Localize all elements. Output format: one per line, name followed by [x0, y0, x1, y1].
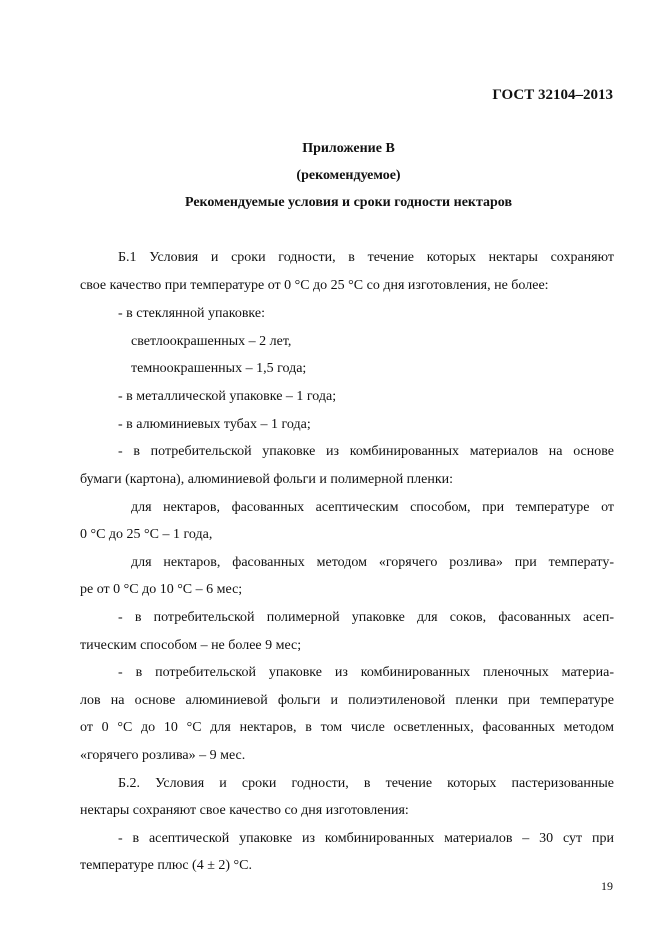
list-item: - в асептической упаковке из комбинированных материалов – 30 сут при — [118, 831, 614, 846]
appendix-title: Рекомендуемые условия и сроки годности нектаров — [184, 195, 513, 210]
standard-code: ГОСТ 32104–2013 — [492, 87, 613, 103]
appendix-status: (рекомендуемое) — [296, 168, 401, 183]
paragraph-line: Б.1 Условия и сроки годности, в течение которых нектары сохраняют — [118, 250, 614, 265]
paragraph-line: «горячего розлива» – 9 мес. — [80, 748, 246, 763]
appendix-label: Приложение В — [302, 141, 395, 156]
paragraph-line: бумаги (картона), алюминиевой фольги и полимерной пленки: — [80, 472, 454, 487]
list-item: - в металлической упаковке – 1 года; — [118, 389, 337, 404]
paragraph-line: температуре плюс (4 ± 2) °С. — [80, 858, 252, 873]
list-item: - в стеклянной упаковке: — [118, 306, 265, 321]
page-number: 19 — [601, 879, 613, 893]
paragraph-line: свое качество при температуре от 0 °С до 25 °С со дня изготовления, не более: — [80, 278, 549, 293]
paragraph-line: тическим способом – не более 9 мес; — [80, 638, 302, 653]
paragraph-line: от 0 °С до 10 °С для нектаров, в том числе осветленных, фасованных методом — [80, 720, 614, 735]
paragraph-line: нектары сохраняют свое качество со дня изготовления: — [80, 803, 409, 818]
list-item: - в потребительской упаковке из комбинированных материалов на основе — [118, 444, 614, 459]
list-subitem: светлоокрашенных – 2 лет, — [131, 334, 292, 349]
paragraph-line: Б.2. Условия и сроки годности, в течение которых пастеризованные — [118, 776, 614, 791]
paragraph-line: 0 °С до 25 °С – 1 года, — [80, 527, 213, 542]
list-subitem: для нектаров, фасованных методом «горячего розлива» при температу- — [131, 555, 614, 570]
list-item: - в потребительской полимерной упаковке для соков, фасованных асеп- — [118, 610, 614, 625]
list-subitem: для нектаров, фасованных асептическим способом, при температуре от — [131, 500, 614, 515]
list-item: - в потребительской упаковке из комбинированных пленочных материа- — [118, 665, 614, 680]
paragraph-line: ре от 0 °С до 10 °С – 6 мес; — [80, 582, 243, 597]
list-item: - в алюминиевых тубах – 1 года; — [118, 417, 311, 432]
list-subitem: темноокрашенных – 1,5 года; — [131, 361, 307, 376]
paragraph-line: лов на основе алюминиевой фольги и полиэтиленовой пленки при температуре — [80, 693, 614, 708]
